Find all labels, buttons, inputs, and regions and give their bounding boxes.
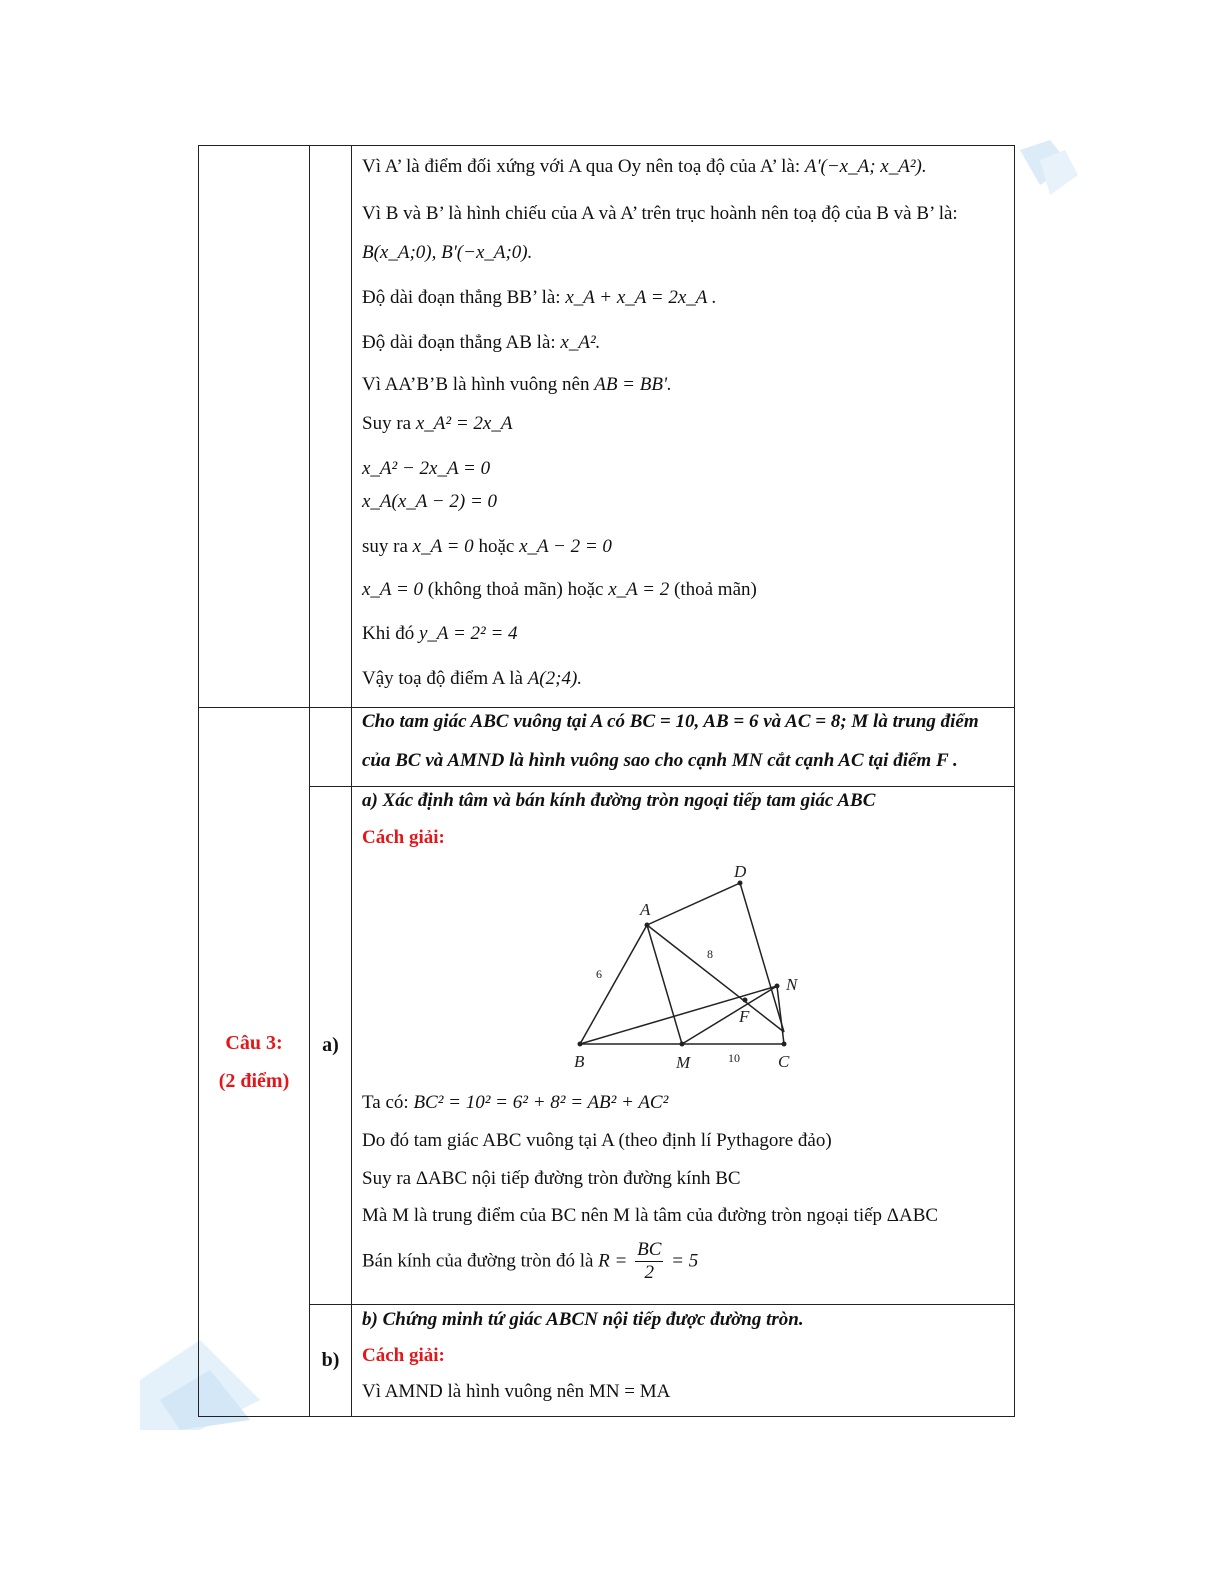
text: Vì AA’B’B là hình vuông nên: [362, 374, 590, 395]
text: Vậy toạ độ điểm A là: [362, 668, 523, 689]
part-a-step-1: [362, 1092, 668, 1114]
point-m: [680, 1042, 685, 1047]
math: A(2;4).: [527, 668, 583, 689]
point-n: [775, 984, 780, 989]
question-points: (2 điểm): [218, 1070, 290, 1092]
math: A'(−x_A; x_A²).: [804, 156, 927, 177]
row-question-3: [199, 708, 1015, 787]
statement-line-2: của BC và AMND là hình vuông sao cho cạnh MN cắt cạnh AC tại điểm F .: [362, 750, 958, 771]
question-label-cell: [199, 708, 310, 1417]
part-b-step-1: Vì AMND là hình vuông nên MN = MA: [362, 1381, 671, 1402]
cell-part-b: [352, 1305, 1015, 1417]
length-ab-label: 6: [596, 967, 602, 981]
cell-empty-sub: [310, 146, 352, 708]
part-a-label: a): [310, 787, 352, 1305]
line-bb-length: [362, 287, 717, 309]
text: (không thoả mãn) hoặc: [427, 579, 604, 600]
label-f: F: [739, 1007, 750, 1026]
text: Vì A’ là điểm đối xứng với A qua Oy nên toạ độ của A’ là:: [362, 156, 801, 177]
label-n: N: [786, 975, 798, 994]
label-d: D: [734, 865, 747, 881]
part-a-step-4: Mà M là trung điểm của BC nên M là tâm của đường tròn ngoại tiếp ΔABC: [362, 1205, 939, 1226]
point-c: [782, 1042, 787, 1047]
part-b-label: b): [310, 1305, 352, 1417]
math: x_A².: [560, 332, 601, 353]
text: suy ra: [362, 536, 408, 557]
line-equation-2: x_A(x_A − 2) = 0: [362, 491, 498, 512]
part-b-title: b) Chứng minh tứ giác ABCN nội tiếp được đường tròn.: [362, 1309, 804, 1330]
line-conclusion: [362, 668, 582, 690]
cell-statement: [352, 708, 1015, 787]
math: = 5: [671, 1250, 699, 1272]
label-a: A: [640, 900, 651, 919]
row-part-a: [199, 787, 1015, 1305]
text: Độ dài đoạn thẳng BB’ là:: [362, 287, 561, 308]
part-a-step-3: Suy ra ΔABC nội tiếp đường tròn đường kính BC: [362, 1168, 741, 1189]
math: x_A = 0: [412, 536, 474, 557]
decor-top-right: [1010, 140, 1080, 200]
part-a-step-5: [362, 1239, 698, 1284]
line-square: [362, 374, 672, 396]
math: AB = BB'.: [594, 374, 672, 395]
cell-empty-label: [199, 146, 310, 708]
point-f: [743, 998, 748, 1003]
part-a-step-2: Do đó tam giác ABC vuông tại A (theo định lí Pythagore đảo): [362, 1130, 832, 1151]
cell-previous-content: [352, 146, 1015, 708]
math: y_A = 2² = 4: [419, 623, 518, 644]
line-cases: [362, 536, 612, 558]
label-m: M: [676, 1053, 691, 1072]
text: Độ dài đoạn thẳng AB là:: [362, 332, 556, 353]
line-equation-1: x_A² − 2x_A = 0: [362, 458, 491, 479]
math: BC² = 10² = 6² + 8² = AB² + AC²: [413, 1092, 669, 1113]
math: x_A + x_A = 2x_A .: [565, 287, 717, 308]
math: x_A² = 2x_A: [415, 413, 513, 434]
text: Bán kính của đường tròn đó là: [362, 1250, 594, 1272]
row-part-b: [199, 1305, 1015, 1417]
triangle-figure: [562, 865, 822, 1075]
label-b: B: [574, 1052, 585, 1071]
cell-statement-sub: [310, 708, 352, 787]
line-suy-ra: [362, 413, 512, 435]
math: x_A − 2 = 0: [519, 536, 612, 557]
denominator: 2: [644, 1262, 654, 1283]
line-ya: [362, 623, 518, 645]
line-b-coords: B(x_A;0), B'(−x_A;0).: [362, 242, 533, 263]
line-check: [362, 579, 757, 601]
text: hoặc: [478, 536, 515, 557]
part-b-method: Cách giải:: [362, 1345, 445, 1366]
line-a-prime: [362, 156, 927, 178]
text: (thoả mãn): [674, 579, 757, 600]
text: Khi đó: [362, 623, 415, 644]
statement-line-1: Cho tam giác ABC vuông tại A có BC = 10, AB = 6 và AC = 8; M là trung điểm: [362, 711, 979, 732]
point-a: [645, 923, 650, 928]
point-b: [578, 1042, 583, 1047]
cell-part-a: [352, 787, 1015, 1305]
length-ac-label: 8: [707, 947, 713, 961]
length-mc-label: 10: [728, 1051, 740, 1065]
row-previous-answer: [199, 146, 1015, 708]
line-ab-length: [362, 332, 600, 354]
text: Suy ra: [362, 413, 412, 434]
solution-table: [198, 145, 1015, 1417]
radius-fraction: [635, 1239, 663, 1284]
math: x_A = 2: [608, 579, 670, 600]
numerator: BC: [637, 1239, 662, 1260]
point-d: [738, 881, 743, 886]
text: Ta có:: [362, 1092, 409, 1113]
part-a-method: Cách giải:: [362, 827, 445, 848]
math: x_A = 0: [362, 579, 424, 600]
line-projection: Vì B và B’ là hình chiếu của A và A’ trên trục hoành nên toạ độ của B và B’ là:: [362, 203, 958, 224]
question-number: Câu 3:: [225, 1032, 283, 1054]
math: R =: [598, 1250, 628, 1272]
part-a-title: a) Xác định tâm và bán kính đường tròn ngoại tiếp tam giác ABC: [362, 790, 876, 811]
label-c: C: [778, 1052, 790, 1071]
